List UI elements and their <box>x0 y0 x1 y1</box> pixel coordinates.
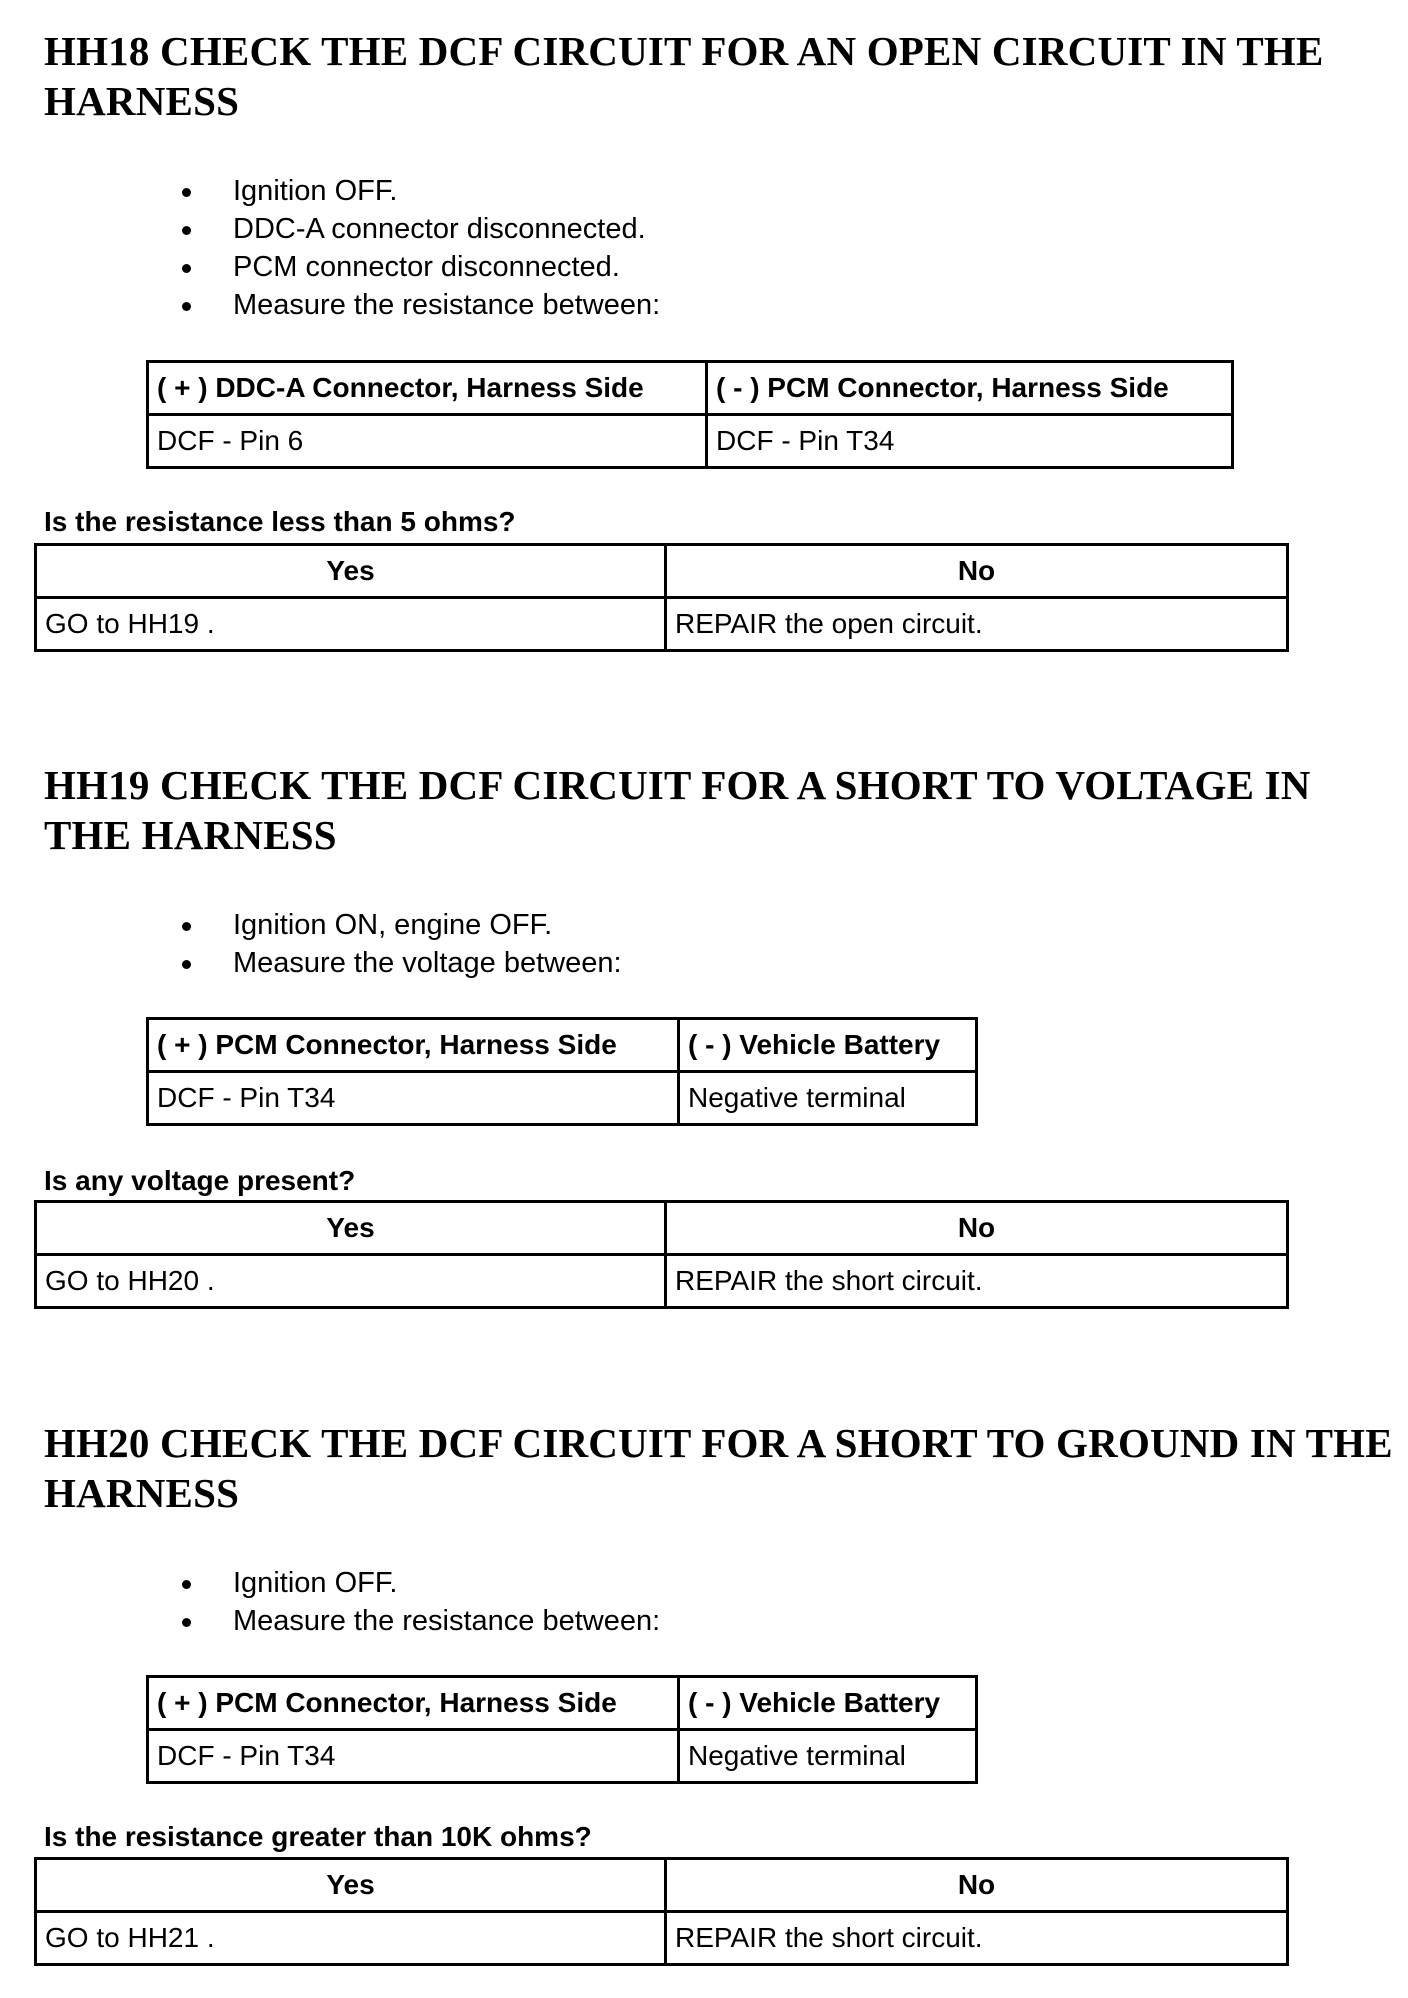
table-header-cell: ( + ) PCM Connector, Harness Side <box>148 1677 679 1730</box>
table-header-cell: ( - ) PCM Connector, Harness Side <box>707 362 1233 415</box>
bullet-icon <box>182 264 191 273</box>
table-header-cell: ( + ) PCM Connector, Harness Side <box>148 1019 679 1072</box>
bullet-icon <box>182 922 191 931</box>
table-cell: Negative terminal <box>679 1072 977 1125</box>
answer-table <box>34 1857 1289 1966</box>
table-cell: GO to HH21 . <box>36 1912 666 1965</box>
question: Is any voltage present? <box>44 1165 356 1196</box>
list-item: Measure the resistance between: <box>150 286 660 324</box>
table-header-row <box>148 1677 977 1730</box>
list-item: Ignition OFF. <box>150 172 660 210</box>
bullet-icon <box>182 226 191 235</box>
table-cell: GO to HH20 . <box>36 1255 666 1308</box>
table-header-cell: No <box>666 545 1288 598</box>
measurement-table <box>146 360 1234 469</box>
table-row <box>148 1730 977 1783</box>
bullet-icon <box>182 302 191 311</box>
table-cell: DCF - Pin T34 <box>707 415 1233 468</box>
instruction-list <box>150 906 622 982</box>
step-title: HH20 CHECK THE DCF CIRCUIT FOR A SHORT TO GROUND IN THE HARNESS <box>44 1420 1393 1516</box>
bullet-icon <box>182 960 191 969</box>
answer-table <box>34 1200 1289 1309</box>
table-cell: REPAIR the open circuit. <box>666 598 1288 651</box>
table-row <box>36 1255 1288 1308</box>
table-header-row <box>36 1202 1288 1255</box>
question: Is the resistance less than 5 ohms? <box>44 506 516 537</box>
instruction-list <box>150 1564 660 1640</box>
table-header-row <box>36 545 1288 598</box>
table-row <box>36 1912 1288 1965</box>
table-row <box>148 1072 977 1125</box>
table-header-cell: ( + ) DDC-A Connector, Harness Side <box>148 362 707 415</box>
table-header-row <box>36 1859 1288 1912</box>
table-header-row <box>148 1019 977 1072</box>
table-header-cell: Yes <box>36 545 666 598</box>
table-cell: DCF - Pin 6 <box>148 415 707 468</box>
table-cell: GO to HH19 . <box>36 598 666 651</box>
table-header-cell: Yes <box>36 1202 666 1255</box>
answer-table <box>34 543 1289 652</box>
measurement-table <box>146 1017 978 1126</box>
table-cell: DCF - Pin T34 <box>148 1072 679 1125</box>
step-title: HH19 CHECK THE DCF CIRCUIT FOR A SHORT TO VOLTAGE IN THE HARNESS <box>44 762 1311 858</box>
table-header-cell: ( - ) Vehicle Battery <box>679 1677 977 1730</box>
table-cell: REPAIR the short circuit. <box>666 1255 1288 1308</box>
table-header-cell: No <box>666 1202 1288 1255</box>
question: Is the resistance greater than 10K ohms? <box>44 1821 592 1852</box>
table-header-cell: ( - ) Vehicle Battery <box>679 1019 977 1072</box>
table-header-cell: No <box>666 1859 1288 1912</box>
list-item: PCM connector disconnected. <box>150 248 660 286</box>
measurement-table <box>146 1675 978 1784</box>
table-row <box>36 598 1288 651</box>
instruction-list <box>150 172 660 324</box>
table-row <box>148 415 1233 468</box>
table-header-cell: Yes <box>36 1859 666 1912</box>
list-item: Measure the voltage between: <box>150 944 622 982</box>
table-cell: DCF - Pin T34 <box>148 1730 679 1783</box>
list-item: Ignition OFF. <box>150 1564 660 1602</box>
table-cell: REPAIR the short circuit. <box>666 1912 1288 1965</box>
list-item: DDC-A connector disconnected. <box>150 210 660 248</box>
bullet-icon <box>182 1618 191 1627</box>
step-title: HH18 CHECK THE DCF CIRCUIT FOR AN OPEN CIRCUIT IN THE HARNESS <box>44 28 1324 124</box>
table-cell: Negative terminal <box>679 1730 977 1783</box>
list-item: Measure the resistance between: <box>150 1602 660 1640</box>
table-header-row <box>148 362 1233 415</box>
bullet-icon <box>182 188 191 197</box>
bullet-icon <box>182 1580 191 1589</box>
list-item: Ignition ON, engine OFF. <box>150 906 622 944</box>
